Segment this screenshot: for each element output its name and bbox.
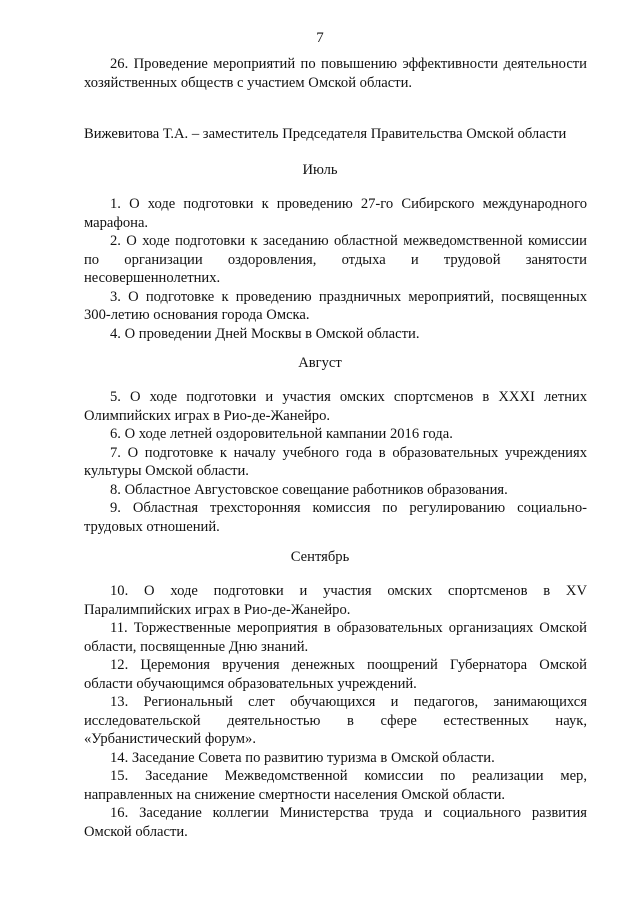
list-item: 5. О ходе подготовки и участия омских спортсменов в XXXI летних Олимпийских играх в Рио-де-Жанейро. xyxy=(84,389,587,424)
list-item: 26. Проведение мероприятий по повышению эффективности деятельности хозяйственных обществ с участием Омской области. xyxy=(84,56,587,91)
list-item: 1. О ходе подготовки к проведению 27-го Сибирского международного марафона. xyxy=(84,196,587,231)
section-september xyxy=(84,582,587,841)
list-item: 4. О проведении Дней Москвы в Омской области. xyxy=(110,325,420,342)
list-item: 12. Церемония вручения денежных поощрений Губернатора Омской области обучающимся образовательных учреждений. xyxy=(84,657,587,692)
list-item: 16. Заседание коллегии Министерства труда и социального развития Омской области. xyxy=(84,805,587,840)
month-heading-september: Сентябрь xyxy=(290,549,350,565)
list-item: 6. О ходе летней оздоровительной кампании 2016 года. xyxy=(110,426,453,442)
list-item: 2. О ходе подготовки к заседанию областной межведомственной комиссии по организации оздоровления, отдыха и трудовой занятости несовершеннолетних. xyxy=(84,233,587,286)
list-item: 11. Торжественные мероприятия в образовательных организациях Омской области, посвященные Дню знаний. xyxy=(84,620,587,655)
list-item: 14. Заседание Совета по развитию туризма в Омской области. xyxy=(110,749,495,766)
section-august xyxy=(84,388,587,536)
section-july xyxy=(84,195,587,343)
list-item: 10. О ходе подготовки и участия омских спортсменов в XV Паралимпийских играх в Рио-де-Жанейро. xyxy=(84,583,587,618)
page-number: 7 xyxy=(316,30,324,46)
list-item: 13. Региональный слет обучающихся и педагогов, занимающихся исследовательской деятельностью в сфере естественных наук, «Урбанистический форум». xyxy=(84,694,587,747)
intro-item-block xyxy=(84,55,587,92)
list-item: 3. О подготовке к проведению праздничных мероприятий, посвященных 300-летию основания города Омска. xyxy=(84,288,587,323)
official-line: Вижевитова Т.А. – заместитель Председателя Правительства Омской области xyxy=(84,126,567,142)
month-heading-august: Август xyxy=(298,355,342,371)
list-item: 15. Заседание Межведомственной комиссии по реализации мер, направленных на снижение смертности населения Омской области. xyxy=(84,768,587,803)
month-heading-july: Июль xyxy=(302,162,338,178)
list-item: 7. О подготовке к началу учебного года в образовательных учреждениях культуры Омской области. xyxy=(84,444,587,479)
list-item: 8. Областное Августовское совещание работников образования. xyxy=(110,481,508,498)
list-item: 9. Областная трехсторонняя комиссия по регулированию социально-трудовых отношений. xyxy=(84,500,587,535)
